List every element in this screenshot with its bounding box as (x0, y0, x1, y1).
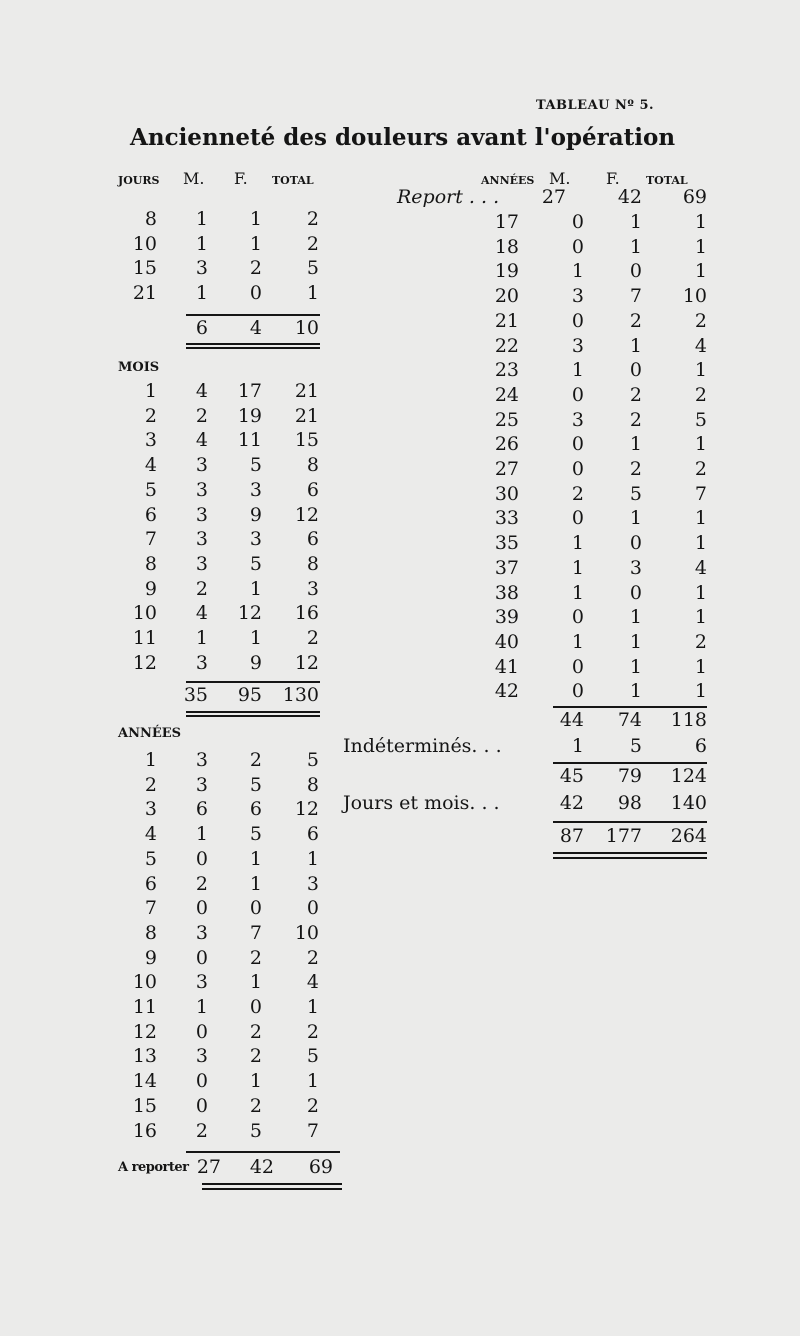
table-cell: 0 (195, 946, 208, 969)
table-cell: 3 (195, 257, 208, 280)
table-cell: 17 (237, 380, 262, 402)
table-cell: 5 (306, 1045, 319, 1068)
table-cell: 1 (195, 823, 208, 846)
table-cell: 0 (249, 996, 262, 1018)
table-cell: 5 (249, 823, 262, 846)
table-cell: 1 (694, 433, 707, 456)
table-cell: 2 (195, 404, 208, 427)
row-label: 24 (494, 383, 519, 406)
table-cell: 5 (249, 773, 262, 796)
row-label: 3 (144, 798, 157, 821)
table-cell: 1 (629, 433, 642, 456)
table-cell: 1 (249, 1070, 262, 1093)
table-cell: 1 (571, 735, 584, 757)
table-cell: 5 (249, 1119, 262, 1142)
table-cell: 3 (571, 408, 584, 431)
row-label: 21 (132, 282, 157, 305)
row-label: 33 (494, 507, 519, 530)
table-cell: 1 (629, 680, 642, 703)
table-cell: 3 (195, 503, 208, 526)
table-cell: 1 (249, 872, 262, 895)
table-cell: 7 (629, 285, 642, 308)
table-cell: 0 (195, 1094, 208, 1117)
table-cell: 0 (195, 847, 208, 870)
table-cell: 3 (571, 285, 584, 308)
row-label: 8 (144, 552, 157, 575)
table-cell: 1 (306, 847, 319, 870)
table-cell: 1 (249, 847, 262, 870)
row-label: 10 (132, 602, 157, 625)
table-cell: 1 (195, 208, 208, 230)
table-cell: 3 (306, 577, 319, 600)
table-cell: 1 (249, 232, 262, 255)
subtotal-rule (553, 706, 707, 708)
table-cell: 12 (294, 651, 319, 674)
table-cell: 3 (195, 971, 208, 994)
table-cell: 2 (306, 232, 319, 255)
carryover-cell: 69 (682, 186, 707, 208)
table-cell: 2 (249, 946, 262, 969)
table-cell: 5 (249, 454, 262, 477)
row-label: 12 (132, 1020, 157, 1043)
row-label: 7 (144, 528, 157, 551)
table-cell: 12 (294, 798, 319, 821)
table-cell: 6 (306, 528, 319, 551)
table-cell: 1 (629, 655, 642, 678)
grand-total-cell: 177 (605, 825, 642, 847)
row-label: 37 (494, 556, 519, 579)
row-label: 8 (144, 208, 157, 230)
table-cell: 4 (195, 380, 208, 402)
table-cell: 3 (195, 651, 208, 674)
table-cell: 1 (694, 606, 707, 629)
row-label: 30 (494, 482, 519, 505)
table-cell: 3 (249, 478, 262, 501)
table-cell: 1 (195, 996, 208, 1018)
table-cell: 1 (694, 211, 707, 233)
table-cell: 1 (571, 630, 584, 653)
row-label: 11 (132, 627, 157, 649)
subtotal-cell: 118 (670, 709, 707, 731)
table-cell: 1 (694, 507, 707, 530)
col-header-m: M. (183, 169, 205, 188)
row-label: 25 (494, 408, 519, 431)
subtotal-cell: 124 (670, 765, 707, 787)
row-label: 7 (144, 897, 157, 920)
double-rule (553, 857, 707, 859)
subtotal-cell: 10 (294, 317, 319, 339)
table-cell: 0 (249, 282, 262, 305)
table-cell: 1 (629, 211, 642, 233)
row-label: 5 (144, 847, 157, 870)
table-cell: 2 (195, 577, 208, 600)
table-cell: 2 (629, 458, 642, 480)
subtotal-cell: 4 (249, 317, 262, 339)
subtotal-rule (186, 681, 320, 683)
subtotal-cell: 6 (195, 317, 208, 339)
table-cell: 2 (249, 257, 262, 280)
table-cell: 9 (249, 503, 262, 526)
table-cell: 0 (629, 260, 642, 283)
table-cell: 0 (571, 433, 584, 456)
table-cell: 1 (571, 359, 584, 382)
table-cell: 0 (571, 235, 584, 258)
table-cell: 1 (249, 208, 262, 230)
table-cell: 3 (195, 454, 208, 477)
table-cell: 1 (629, 334, 642, 357)
row-label: 15 (132, 257, 157, 280)
table-cell: 12 (237, 602, 262, 625)
table-cell: 1 (629, 606, 642, 629)
table-cell: 1 (629, 235, 642, 258)
row-label: 22 (494, 334, 519, 357)
row-label: 2 (144, 404, 157, 427)
table-cell: 2 (195, 872, 208, 895)
double-rule (186, 347, 320, 349)
table-cell: 1 (694, 260, 707, 283)
table-cell: 9 (249, 651, 262, 674)
table-cell: 1 (694, 532, 707, 555)
table-cell: 1 (629, 630, 642, 653)
table-cell: 1 (694, 655, 707, 678)
table-cell: 8 (306, 552, 319, 575)
row-label: 2 (144, 773, 157, 796)
carryover-cell: 42 (617, 186, 642, 208)
row-label: 10 (132, 232, 157, 255)
row-label: 35 (494, 532, 519, 555)
table-cell: 3 (306, 872, 319, 895)
row-label: 8 (144, 921, 157, 944)
a-reporter-label: A reporter (118, 1160, 189, 1175)
table-cell: 2 (306, 627, 319, 649)
table-cell: 2 (249, 749, 262, 771)
table-cell: 5 (694, 408, 707, 431)
table-cell: 0 (571, 211, 584, 233)
row-label: 9 (144, 946, 157, 969)
subtotal-cell: 95 (237, 684, 262, 706)
table-cell: 3 (195, 478, 208, 501)
table-cell: 2 (694, 630, 707, 653)
row-label: 19 (494, 260, 519, 283)
row-label: 3 (144, 429, 157, 452)
row-label: 42 (494, 680, 519, 703)
double-rule (186, 711, 320, 713)
table-cell: 1 (306, 1070, 319, 1093)
report-label: Report . . . (397, 186, 500, 208)
table-cell: 3 (195, 921, 208, 944)
double-rule (202, 1183, 342, 1185)
table-cell: 10 (294, 921, 319, 944)
table-cell: 1 (306, 996, 319, 1018)
table-cell: 1 (571, 260, 584, 283)
subtotal-cell: 74 (617, 709, 642, 731)
table-cell: 1 (249, 627, 262, 649)
table-cell: 1 (694, 581, 707, 604)
row-label: 38 (494, 581, 519, 604)
table-cell: 15 (294, 429, 319, 452)
table-cell: 0 (195, 1020, 208, 1043)
table-cell: 8 (306, 773, 319, 796)
table-cell: 1 (694, 359, 707, 382)
grand-total-cell: 87 (559, 825, 584, 847)
table-cell: 16 (294, 602, 319, 625)
table-cell: 2 (694, 309, 707, 332)
indetermines-label: Indéterminés. . . (343, 735, 502, 757)
table-cell: 1 (249, 577, 262, 600)
table-cell: 6 (249, 798, 262, 821)
row-label: 18 (494, 235, 519, 258)
double-rule (186, 343, 320, 345)
col-header-f: F. (234, 169, 248, 188)
table-cell: 7 (249, 921, 262, 944)
table-cell: 1 (195, 282, 208, 305)
table-cell: 3 (195, 528, 208, 551)
section-label-annees: ANNÉES (118, 726, 182, 741)
table-cell: 3 (571, 334, 584, 357)
table-cell: 6 (694, 735, 707, 757)
table-cell: 2 (571, 482, 584, 505)
table-cell: 3 (195, 1045, 208, 1068)
table-cell: 0 (629, 532, 642, 555)
table-cell: 1 (571, 556, 584, 579)
table-cell: 42 (559, 792, 584, 814)
row-label: 39 (494, 606, 519, 629)
subtotal-cell: 45 (559, 765, 584, 787)
table-cell: 11 (237, 429, 262, 452)
table-cell: 98 (617, 792, 642, 814)
table-cell: 5 (629, 735, 642, 757)
table-cell: 2 (249, 1094, 262, 1117)
row-label: 12 (132, 651, 157, 674)
table-cell: 2 (195, 1119, 208, 1142)
table-cell: 0 (195, 897, 208, 920)
table-cell: 0 (571, 655, 584, 678)
col-header-annees: ANNÉES (481, 174, 535, 187)
table-cell: 1 (694, 680, 707, 703)
row-label: 4 (144, 454, 157, 477)
row-label: 15 (132, 1094, 157, 1117)
row-label: 41 (494, 655, 519, 678)
table-cell: 2 (306, 208, 319, 230)
table-cell: 3 (195, 552, 208, 575)
row-label: 14 (132, 1070, 157, 1093)
table-cell: 1 (249, 971, 262, 994)
page-title: Ancienneté des douleurs avant l'opération (130, 124, 676, 151)
subtotal-cell: 35 (183, 684, 208, 706)
row-label: 21 (494, 309, 519, 332)
table-cell: 7 (694, 482, 707, 505)
table-cell: 5 (629, 482, 642, 505)
table-cell: 2 (306, 946, 319, 969)
table-cell: 1 (571, 532, 584, 555)
table-cell: 2 (694, 383, 707, 406)
table-cell: 0 (571, 458, 584, 480)
subtotal-rule (553, 821, 707, 823)
subtotal-cell: 44 (559, 709, 584, 731)
table-cell: 2 (249, 1020, 262, 1043)
table-cell: 4 (195, 429, 208, 452)
row-label: 6 (144, 503, 157, 526)
row-label: 1 (144, 380, 157, 402)
table-cell: 2 (629, 383, 642, 406)
row-label: 20 (494, 285, 519, 308)
carryover-cell: 27 (196, 1156, 221, 1178)
carryover-cell: 69 (308, 1156, 333, 1178)
row-label: 5 (144, 478, 157, 501)
carryover-cell: 27 (541, 186, 566, 208)
row-label: 11 (132, 996, 157, 1018)
row-label: 4 (144, 823, 157, 846)
table-cell: 4 (694, 556, 707, 579)
table-cell: 1 (306, 282, 319, 305)
table-cell: 2 (306, 1020, 319, 1043)
table-cell: 12 (294, 503, 319, 526)
row-label: 40 (494, 630, 519, 653)
table-cell: 2 (249, 1045, 262, 1068)
row-label: 1 (144, 749, 157, 771)
table-cell: 1 (629, 507, 642, 530)
table-cell: 140 (670, 792, 707, 814)
table-cell: 2 (306, 1094, 319, 1117)
table-cell: 2 (629, 408, 642, 431)
tableau-number: TABLEAU Nº 5. (536, 98, 655, 113)
row-label: 16 (132, 1119, 157, 1142)
row-label: 27 (494, 458, 519, 480)
table-cell: 3 (195, 749, 208, 771)
table-cell: 6 (195, 798, 208, 821)
table-cell: 8 (306, 454, 319, 477)
table-cell: 0 (629, 359, 642, 382)
table-cell: 5 (306, 257, 319, 280)
table-cell: 3 (195, 773, 208, 796)
table-cell: 0 (629, 581, 642, 604)
table-cell: 7 (306, 1119, 319, 1142)
row-label: 23 (494, 359, 519, 382)
subtotal-rule (186, 1151, 340, 1153)
double-rule (202, 1188, 342, 1190)
table-cell: 21 (294, 404, 319, 427)
subtotal-cell: 130 (282, 684, 319, 706)
table-cell: 0 (571, 680, 584, 703)
row-label: 26 (494, 433, 519, 456)
row-label: 13 (132, 1045, 157, 1068)
table-cell: 0 (571, 507, 584, 530)
double-rule (553, 852, 707, 854)
section-label-mois: MOIS (118, 360, 160, 375)
table-cell: 1 (195, 627, 208, 649)
table-cell: 3 (249, 528, 262, 551)
carryover-cell: 42 (249, 1156, 274, 1178)
col-header-f: F. (606, 169, 620, 188)
subtotal-rule (553, 762, 707, 764)
double-rule (186, 715, 320, 717)
table-cell: 5 (249, 552, 262, 575)
table-cell: 5 (306, 749, 319, 771)
table-cell: 2 (694, 458, 707, 480)
table-cell: 0 (571, 383, 584, 406)
table-cell: 6 (306, 823, 319, 846)
table-cell: 6 (306, 478, 319, 501)
subtotal-cell: 79 (617, 765, 642, 787)
row-label: 9 (144, 577, 157, 600)
row-label: 10 (132, 971, 157, 994)
table-cell: 21 (294, 380, 319, 402)
table-cell: 4 (195, 602, 208, 625)
table-cell: 19 (237, 404, 262, 427)
table-cell: 0 (195, 1070, 208, 1093)
table-cell: 0 (306, 897, 319, 920)
jours-et-mois-label: Jours et mois. . . (343, 792, 500, 814)
table-cell: 1 (694, 235, 707, 258)
table-cell: 4 (694, 334, 707, 357)
table-cell: 10 (682, 285, 707, 308)
table-cell: 1 (195, 232, 208, 255)
table-cell: 4 (306, 971, 319, 994)
row-label: 17 (494, 211, 519, 233)
table-cell: 0 (571, 309, 584, 332)
table-cell: 3 (629, 556, 642, 579)
col-header-jours: JOURS (118, 174, 160, 187)
subtotal-rule (186, 314, 320, 316)
grand-total-cell: 264 (670, 825, 707, 847)
row-label: 6 (144, 872, 157, 895)
table-cell: 1 (571, 581, 584, 604)
col-header-m: M. (549, 169, 571, 188)
table-cell: 0 (571, 606, 584, 629)
col-header-total: TOTAL (646, 174, 688, 187)
table-cell: 2 (629, 309, 642, 332)
col-header-total: TOTAL (272, 174, 314, 187)
table-cell: 0 (249, 897, 262, 920)
